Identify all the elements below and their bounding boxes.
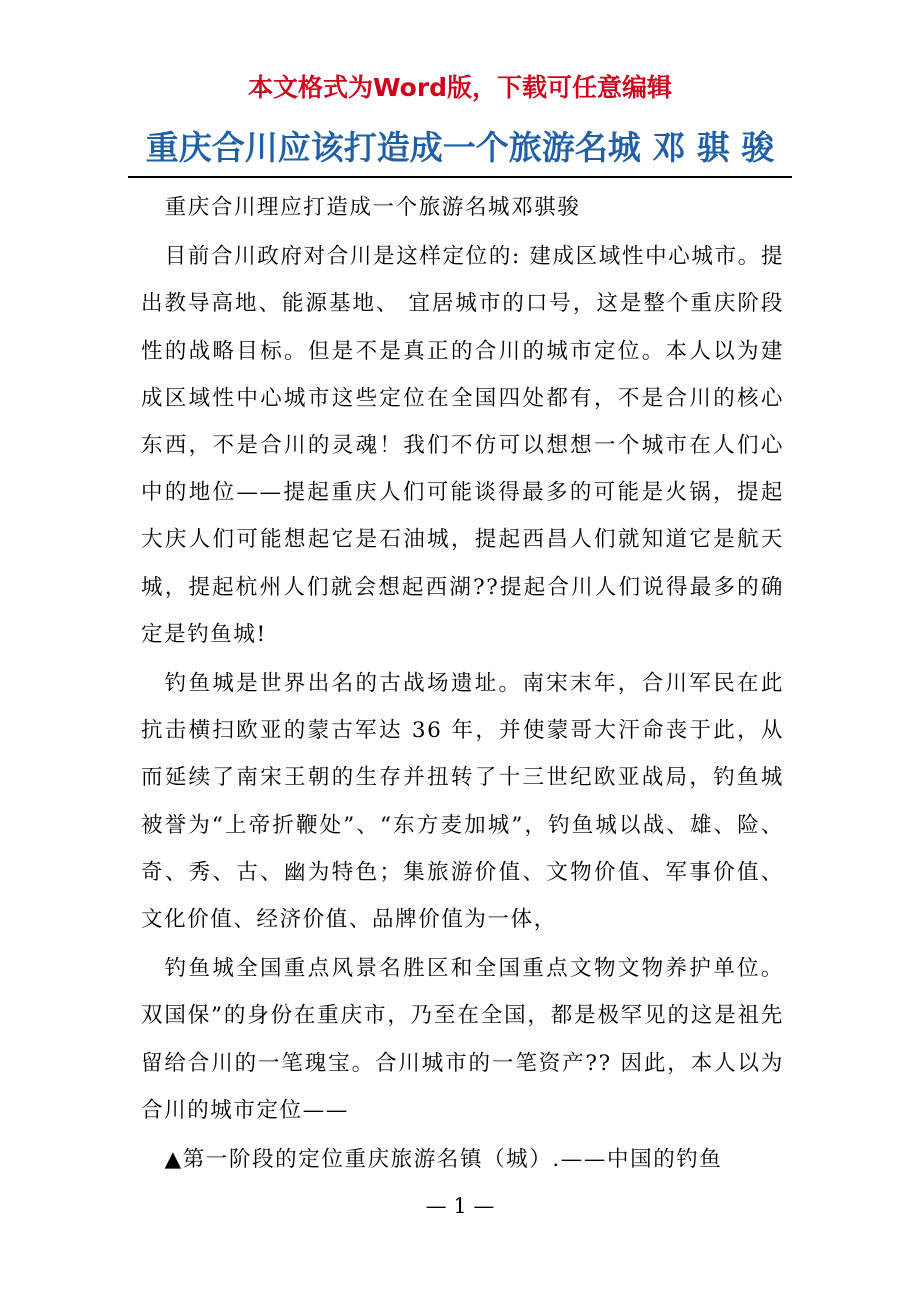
title-divider xyxy=(128,176,792,178)
word-format-notice: 本文格式为Word版，下载可任意编辑 xyxy=(247,73,673,102)
paragraph: 目前合川政府对合川是这样定位的: 建成区域性中心城市。提出教导高地、能源基地、 宜居城市的口号，这是整个重庆阶段性的战略目标。但是不是真正的合川的城市定位。本人以为建成区域性中心城市这些定位在全国四处都有，不是合川的核心东西，不是合川的灵魂！我们不仿可以想想一个城市在人们心中的地位——提起重庆人们可能谈得最多的可能是火锅，提起大庆人们可能想起它是石油城，提起西昌人们就知道它是航天城，提起杭州人们就会想起西湖??提起合川人们说得最多的确定是钓鱼城! xyxy=(141,244,784,647)
page-number: — 1 — xyxy=(425,1194,495,1218)
document-body xyxy=(141,184,784,1185)
paragraph: 钓鱼城是世界出名的古战场遗址。南宋末年，合川军民在此抗击横扫欧亚的蒙古军达 36 年，并使蒙哥大汗命丧于此，从而延续了南宋王朝的生存并扭转了十三世纪欧亚战局，钓鱼城被誉为“上帝折鞭处”、“东方麦加城”，钓鱼城以战、雄、险、奇、秀、古、幽为特色；集旅游价值、文物价值、军事价值、文化价值、经济价值、品牌价值为一体， xyxy=(141,671,784,933)
document-title: 重庆合川应该打造成一个旅游名城 邓 骐 骏 xyxy=(145,128,775,167)
paragraph: 钓鱼城全国重点风景名胜区和全国重点文物文物养护单位。双国保”的身份在重庆市，乃至在全国，都是极罕见的这是祖先留给合川的一笔瑰宝。合川城市的一笔资产?? 因此，本人以为合川的城市定位—— xyxy=(141,956,784,1123)
paragraph: 重庆合川理应打造成一个旅游名城邓骐骏 xyxy=(164,195,581,220)
paragraph: ▲第一阶段的定位重庆旅游名镇（城）.——中国的钓鱼 xyxy=(164,1147,723,1173)
